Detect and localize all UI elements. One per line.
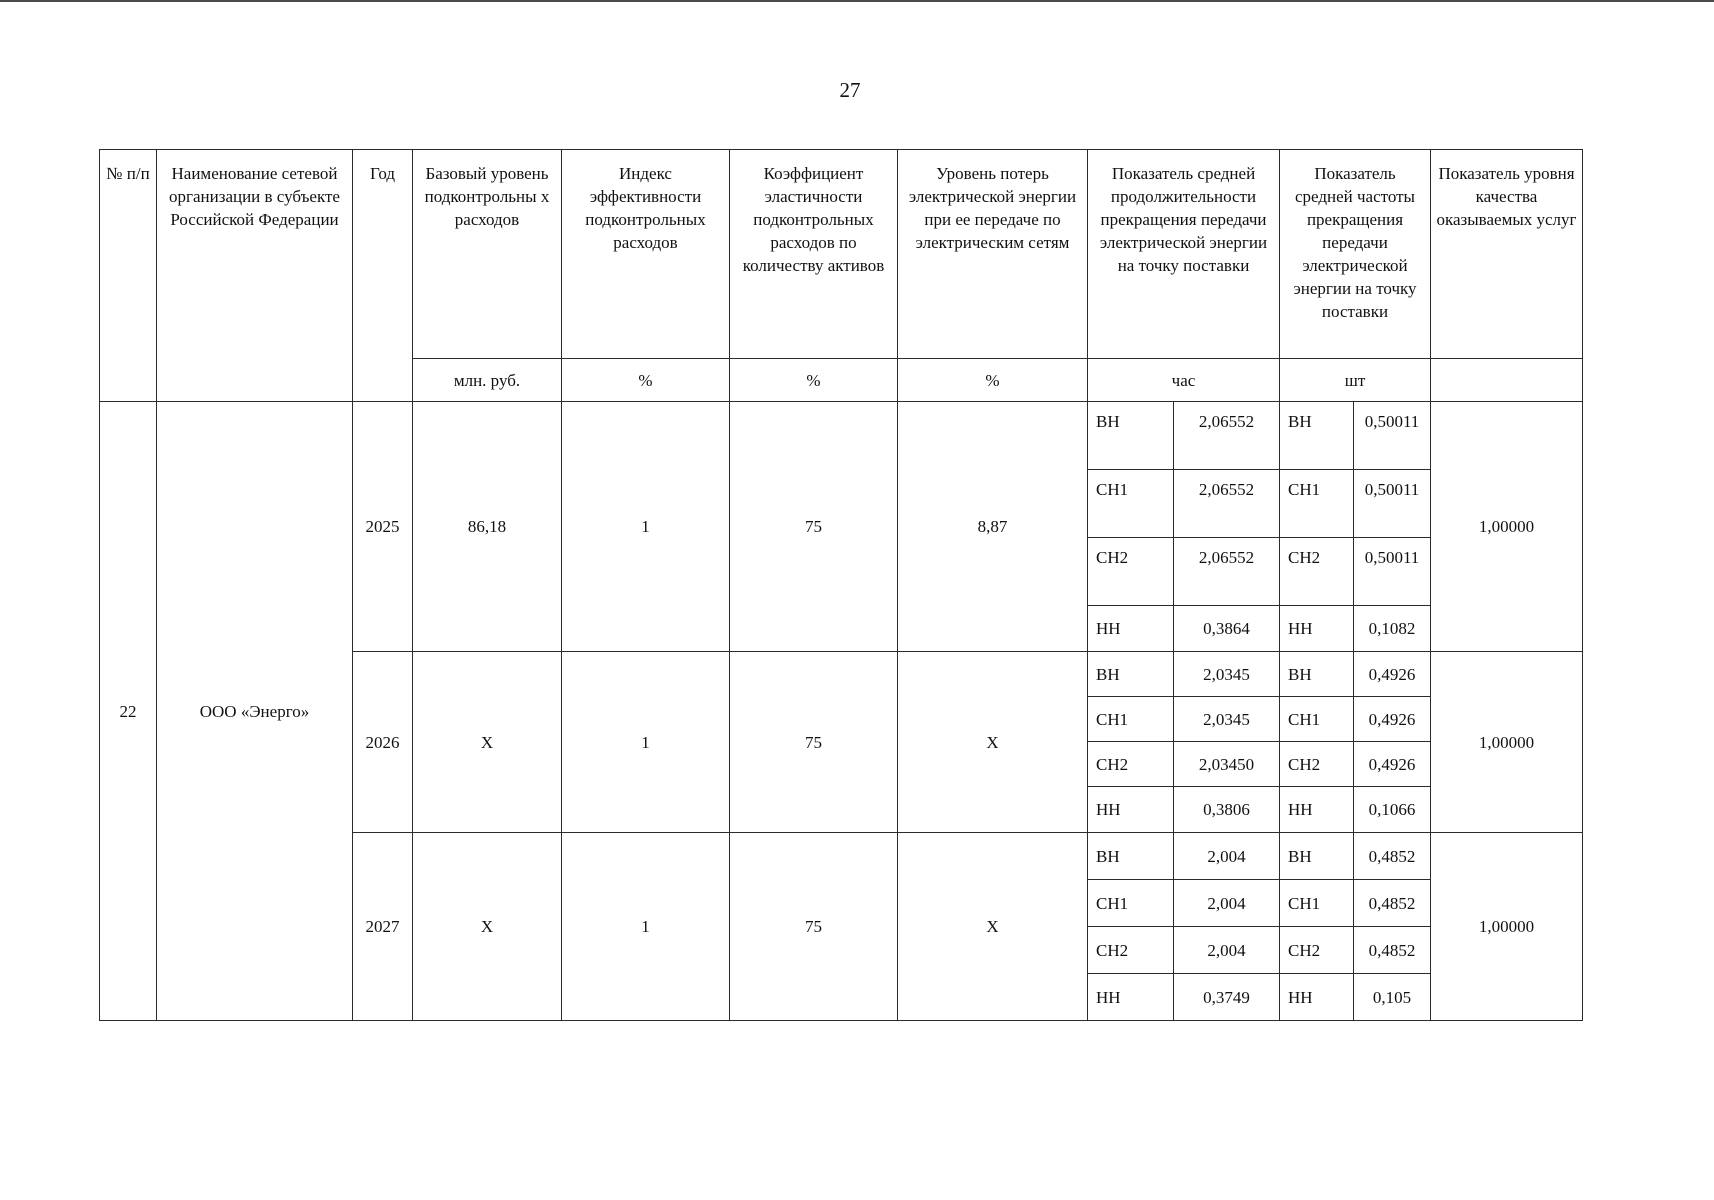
header-efficiency-index: Индекс эффективности подконтрольных расходов [562,150,730,359]
base-costs-value: 86,18 [413,402,562,652]
elasticity-coef-value: 75 [730,833,898,1021]
quality-value: 1,00000 [1431,402,1583,652]
header-loss-level: Уровень потерь электрической энергии при ее передаче по электрическим сетям [898,150,1088,359]
duration-voltage-level: НН [1088,787,1174,833]
year-cell: 2025 [353,402,413,652]
header-year: Год [353,150,413,402]
duration-value: 2,0345 [1174,697,1280,742]
frequency-value: 0,1082 [1354,606,1431,652]
elasticity-coef-value: 75 [730,402,898,652]
duration-voltage-level: СН2 [1088,538,1174,606]
frequency-voltage-level: СН1 [1280,697,1354,742]
duration-value: 0,3806 [1174,787,1280,833]
frequency-value: 0,4852 [1354,833,1431,880]
frequency-value: 0,1066 [1354,787,1431,833]
unit-loss: % [898,359,1088,402]
row-number: 22 [100,402,157,1021]
frequency-voltage-level: НН [1280,787,1354,833]
frequency-voltage-level: ВН [1280,652,1354,697]
frequency-value: 0,4926 [1354,697,1431,742]
table-header-row [100,150,1583,359]
page-number: 27 [839,78,861,102]
header-avg-duration: Показатель средней продолжительности прекращения передачи электрической энергии на точку поставки [1088,150,1280,359]
year-cell: 2026 [353,652,413,833]
elasticity-coef-value: 75 [730,652,898,833]
efficiency-index-value: 1 [562,833,730,1021]
duration-voltage-level: СН2 [1088,742,1174,787]
header-num: № п/п [100,150,157,402]
duration-voltage-level: СН1 [1088,470,1174,538]
base-costs-value: X [413,652,562,833]
duration-value: 2,06552 [1174,538,1280,606]
header-avg-frequency: Показатель средней частоты прекращения передачи электрической энергии на точку поставки [1280,150,1431,359]
frequency-voltage-level: НН [1280,606,1354,652]
duration-voltage-level: НН [1088,606,1174,652]
frequency-voltage-level: СН1 [1280,880,1354,927]
duration-voltage-level: СН2 [1088,927,1174,974]
header-elasticity-coef: Коэффициент эластичности подконтрольных расходов по количеству активов [730,150,898,359]
quality-value: 1,00000 [1431,652,1583,833]
duration-voltage-level: СН1 [1088,697,1174,742]
duration-value: 2,004 [1174,927,1280,974]
unit-frequency: шт [1280,359,1431,402]
duration-value: 2,06552 [1174,470,1280,538]
frequency-value: 0,50011 [1354,402,1431,470]
duration-value: 2,0345 [1174,652,1280,697]
duration-value: 2,03450 [1174,742,1280,787]
frequency-value: 0,4852 [1354,927,1431,974]
frequency-value: 0,50011 [1354,470,1431,538]
unit-duration: час [1088,359,1280,402]
frequency-value: 0,4926 [1354,652,1431,697]
duration-voltage-level: ВН [1088,402,1174,470]
quality-value: 1,00000 [1431,833,1583,1021]
top-border-line [0,0,1714,2]
duration-value: 2,06552 [1174,402,1280,470]
frequency-value: 0,4926 [1354,742,1431,787]
frequency-value: 0,4852 [1354,880,1431,927]
duration-voltage-level: СН1 [1088,880,1174,927]
year-cell: 2027 [353,833,413,1021]
frequency-voltage-level: СН2 [1280,927,1354,974]
frequency-voltage-level: СН2 [1280,538,1354,606]
base-costs-value: X [413,833,562,1021]
frequency-voltage-level: НН [1280,974,1354,1021]
frequency-voltage-level: СН1 [1280,470,1354,538]
tariff-table [99,149,1583,1021]
duration-voltage-level: НН [1088,974,1174,1021]
organization-name: ООО «Энерго» [157,402,353,1021]
duration-voltage-level: ВН [1088,833,1174,880]
duration-value: 2,004 [1174,833,1280,880]
loss-level-value: 8,87 [898,402,1088,652]
unit-index: % [562,359,730,402]
frequency-voltage-level: СН2 [1280,742,1354,787]
table-row [100,402,1583,470]
unit-coef: % [730,359,898,402]
duration-value: 0,3864 [1174,606,1280,652]
header-base-costs: Базовый уровень подконтрольны х расходов [413,150,562,359]
duration-value: 2,004 [1174,880,1280,927]
efficiency-index-value: 1 [562,652,730,833]
frequency-value: 0,50011 [1354,538,1431,606]
duration-value: 0,3749 [1174,974,1280,1021]
header-org: Наименование сетевой организации в субъекте Российской Федерации [157,150,353,402]
duration-voltage-level: ВН [1088,652,1174,697]
loss-level-value: X [898,652,1088,833]
frequency-voltage-level: ВН [1280,402,1354,470]
unit-base: млн. руб. [413,359,562,402]
frequency-value: 0,105 [1354,974,1431,1021]
loss-level-value: X [898,833,1088,1021]
unit-quality [1431,359,1583,402]
efficiency-index-value: 1 [562,402,730,652]
header-quality: Показатель уровня качества оказываемых услуг [1431,150,1583,359]
frequency-voltage-level: ВН [1280,833,1354,880]
